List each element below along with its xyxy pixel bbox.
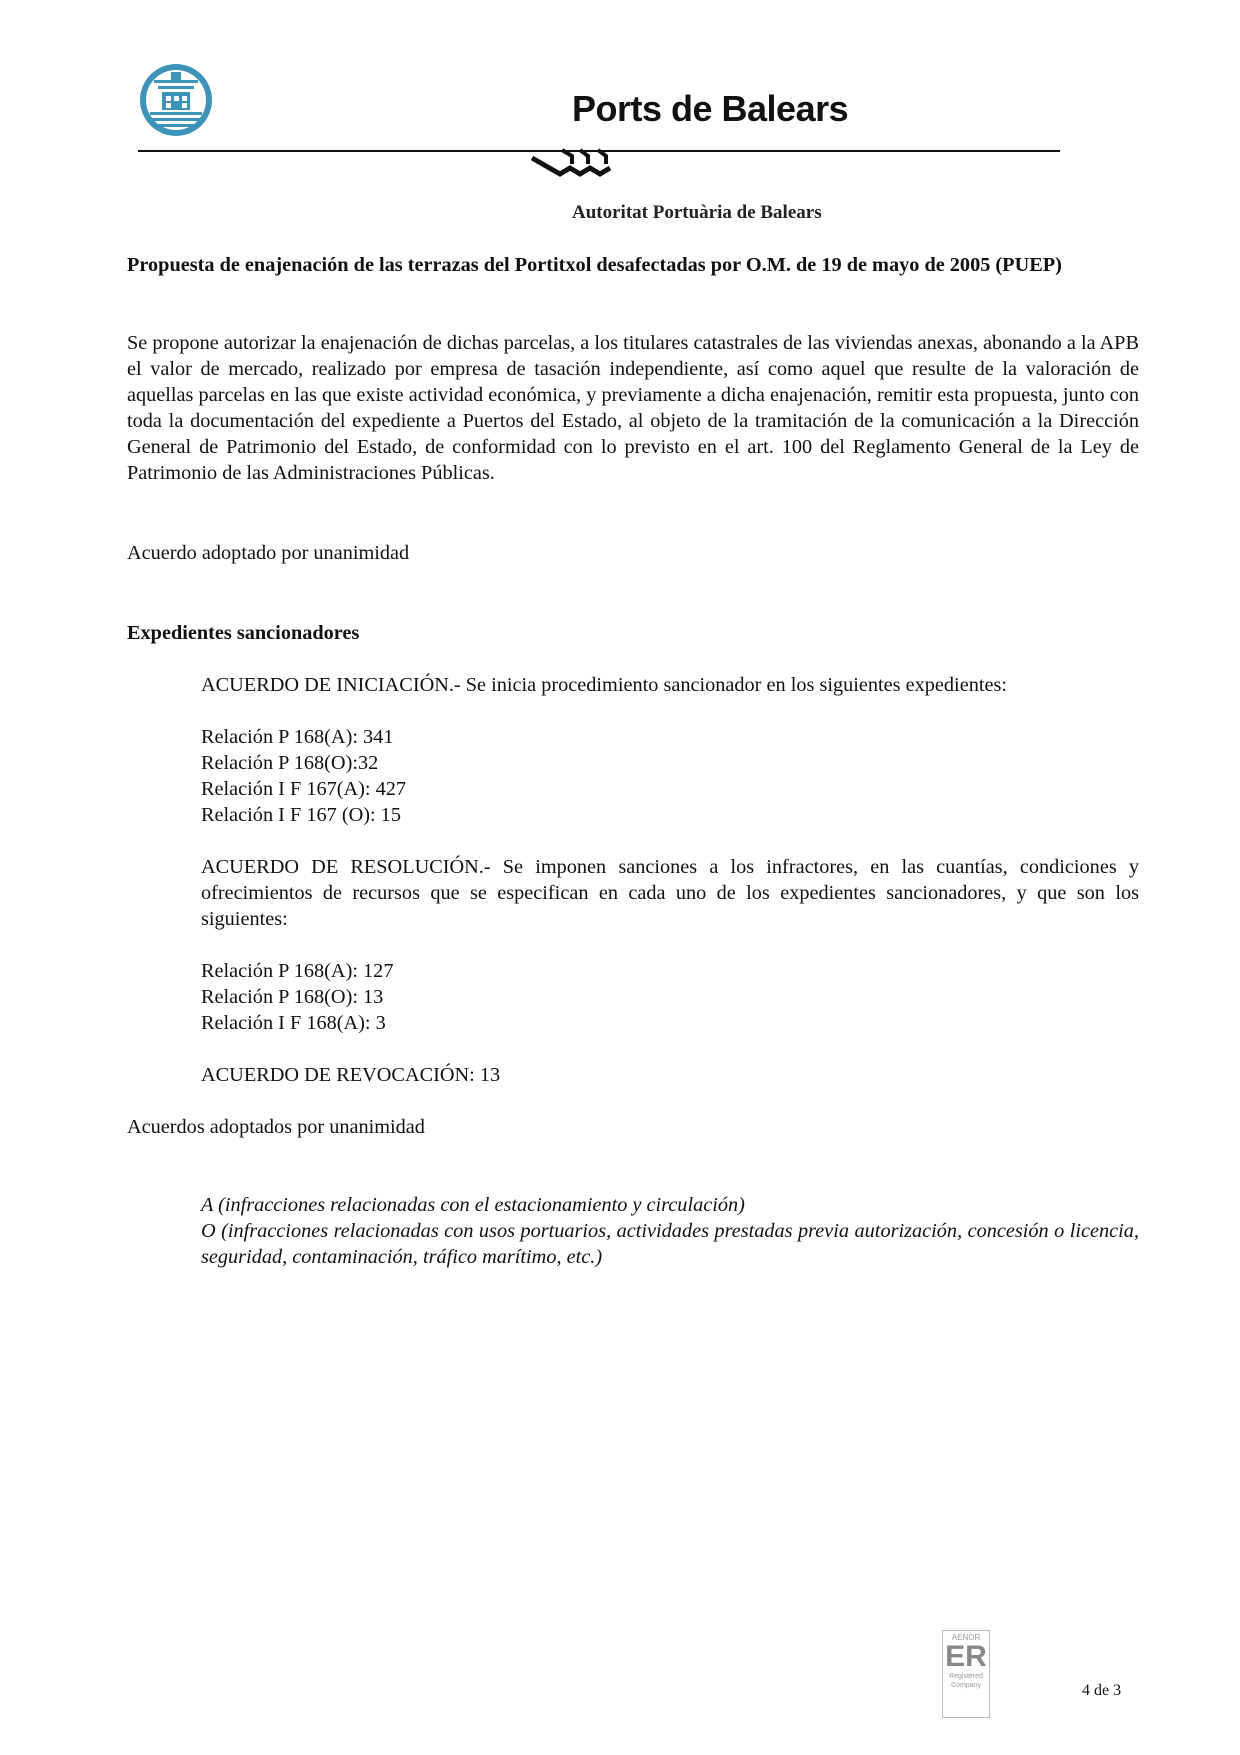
note-o: O (infracciones relacionadas con usos portuarios, actividades prestadas previa autorización, concesión o licencia, seguridad, contaminación, tráfico marítimo, etc.) xyxy=(201,1220,1139,1268)
section-title-sanctions: Expedientes sancionadores xyxy=(127,622,360,644)
ports-de-balears-logo xyxy=(138,62,214,138)
section-body-puep: Se propone autorizar la enajenación de dichas parcelas, a los titulares catastrales de las viviendas anexas, abonando a la APB el valor de mercado, realizado por empresa de tasación independiente, así como aquel que resulte de la valoración de aquellas parcelas en las que existe actividad económica, y previamente a dicha enajenación, remitir esta propuesta, junto con toda la documentación del expediente a Puertos del Estado, al objeto de la tramitación de la comunicación a la Dirección General de Patrimonio del Estado, de conformidad con lo previsto en el art. 100 del Reglamento General de la Ley de Patrimonio de las Administraciones Públicas. xyxy=(127,332,1139,484)
list-item: Relación P 168(A): 127 xyxy=(201,960,394,982)
page-number: 4 de 3 xyxy=(1082,1682,1122,1699)
resolution-agreement: ACUERDO DE RESOLUCIÓN.- Se imponen sanciones a los infractores, en las cuantías, condiciones y ofrecimientos de recursos que se especifican en cada uno de los expedientes sancionadores, y que son los siguientes: xyxy=(201,856,1139,930)
brand-title: Ports de Balears xyxy=(572,88,849,129)
badge-mark: ER xyxy=(945,1640,987,1673)
agreements-unanimous: Acuerdos adoptados por unanimidad xyxy=(127,1116,425,1138)
agreement-unanimous: Acuerdo adoptado por unanimidad xyxy=(127,542,410,564)
initiation-list xyxy=(201,724,406,828)
list-item: Relación P 168(A): 341 xyxy=(201,726,394,748)
list-item: Relación P 168(O): 13 xyxy=(201,986,384,1008)
aenor-certification-badge xyxy=(942,1630,990,1718)
badge-top-text: AENOR xyxy=(951,1633,981,1642)
list-item: Relación I F 167 (O): 15 xyxy=(201,804,401,826)
revocation-agreement: ACUERDO DE REVOCACIÓN: 13 xyxy=(201,1064,501,1086)
brand-wave-mark xyxy=(530,144,622,184)
initiation-agreement: ACUERDO DE INICIACIÓN.- Se inicia procedimiento sancionador en los siguientes expedientes: xyxy=(201,674,1008,696)
note-a: A (infracciones relacionadas con el estacionamiento y circulación) xyxy=(201,1194,745,1216)
list-item: Relación I F 167(A): 427 xyxy=(201,778,407,800)
section-title-puep: Propuesta de enajenación de las terrazas del Portitxol desafectadas por O.M. de 19 de mayo de 2005 (PUEP) xyxy=(127,254,1062,276)
brand-subtitle: Autoritat Portuària de Balears xyxy=(572,202,822,223)
list-item: Relación P 168(O):32 xyxy=(201,752,379,774)
resolution-list xyxy=(201,958,393,1036)
list-item: Relación I F 168(A): 3 xyxy=(201,1012,386,1034)
badge-caption: Registered Company xyxy=(949,1673,983,1689)
